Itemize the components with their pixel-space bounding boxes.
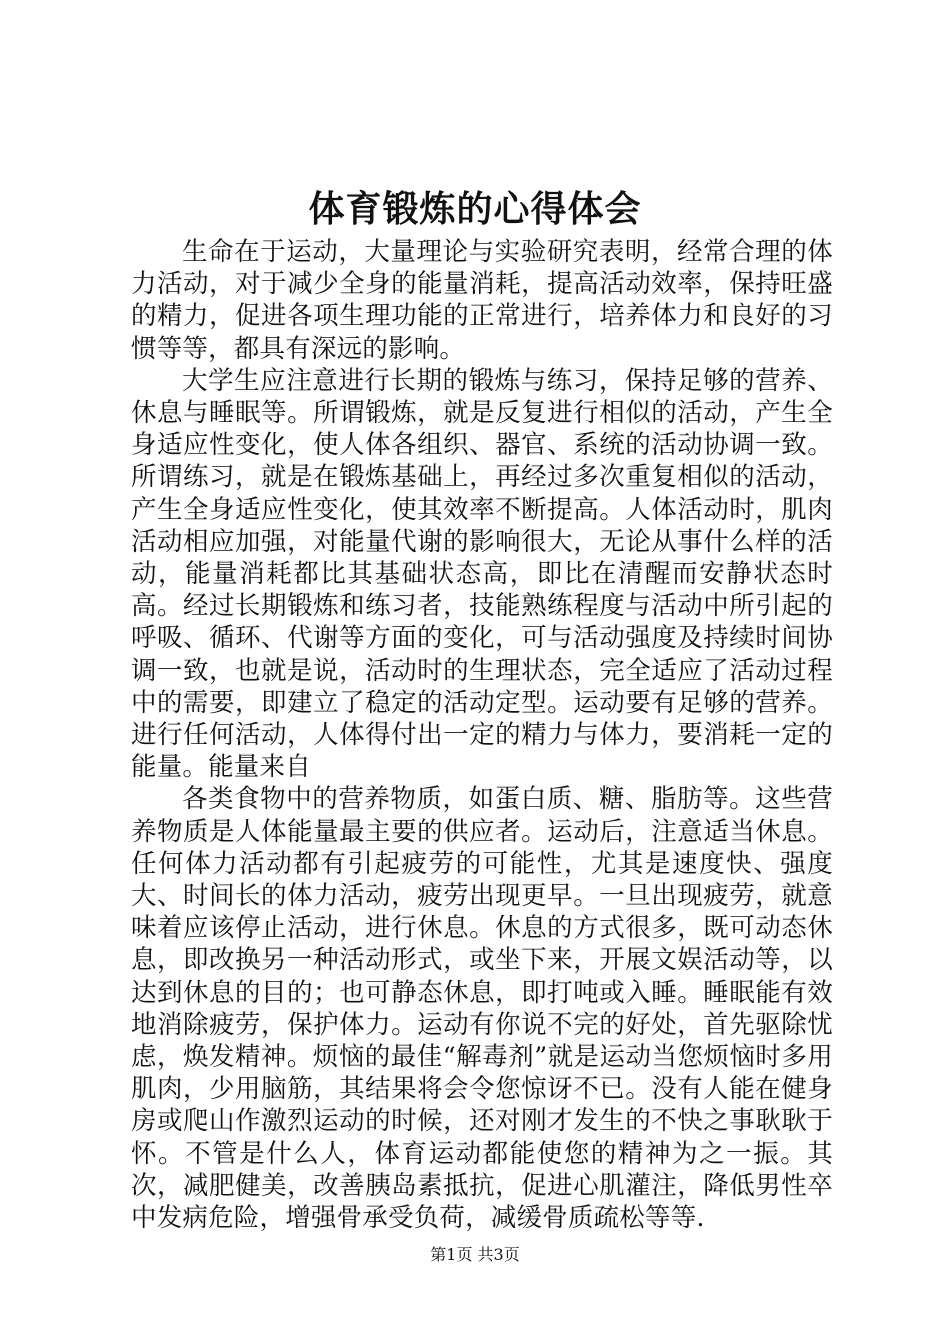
document-title: 体育锻炼的心得体会 <box>308 188 642 230</box>
paragraph-1: 生命在于运动，大量理论与实验研究表明，经常合理的体力活动，对于减少全身的能量消耗，提高活动效率，保持旺盛的精力，促进各项生理功能的正常进行，培养体力和良好的习惯等等，都具有深远的影响。 <box>131 237 833 364</box>
document-body <box>131 236 833 1234</box>
paragraph-3: 各类食物中的营养物质，如蛋白质、糖、脂肪等。这些营养物质是人体能量最主要的供应者。运动后，注意适当休息。任何体力活动都有引起疲劳的可能性，尤其是速度快、强度大、时间长的体力活动，疲劳出现更早。一旦出现疲劳，就意味着应该停止活动，进行休息。休息的方式很多，既可动态休息，即改换另一种活动形式，或坐下来，开展文娱活动等，以达到休息的目的；也可静态休息，即打吨或入睡。睡眠能有效地消除疲劳，保护体力。运动有你说不完的好处，首先驱除忧虑，焕发精神。烦恼的最佳“解毒剂”就是运动当您烦恼时多用肌肉，少用脑筋，其结果将会令您惊讶不已。没有人能在健身房或爬山作激烈运动的时候，还对刚才发生的不快之事耿耿于怀。不管是什么人，体育运动都能使您的精神为之一振。其次，减肥健美，改善胰岛素抵抗，促进心肌灌注，降低男性卒中发病危险，增强骨承受负荷，减缓骨质疏松等等. <box>131 784 833 1234</box>
paragraph-2: 大学生应注意进行长期的锻炼与练习，保持足够的营养、休息与睡眠等。所谓锻炼，就是反复进行相似的活动，产生全身适应性变化，使人体各组织、器官、系统的活动协调一致。所谓练习，就是在锻炼基础上，再经过多次重复相似的活动，产生全身适应性变化，使其效率不断提高。人体活动时，肌肉活动相应加强，对能量代谢的影响很大，无论从事什么样的活动，能量消耗都比其基础状态高，即比在清醒而安静状态时高。经过长期锻炼和练习者，技能熟练程度与活动中所引起的呼吸、循环、代谢等方面的变化，可与活动强度及持续时间协调一致，也就是说，活动时的生理状态，完全适应了活动过程中的需要，即建立了稳定的活动定型。运动要有足够的营养。进行任何活动，人体得付出一定的精力与体力，要消耗一定的能量。能量来自 <box>131 365 833 783</box>
page-number-footer: 第1页 共3页 <box>430 1245 520 1264</box>
